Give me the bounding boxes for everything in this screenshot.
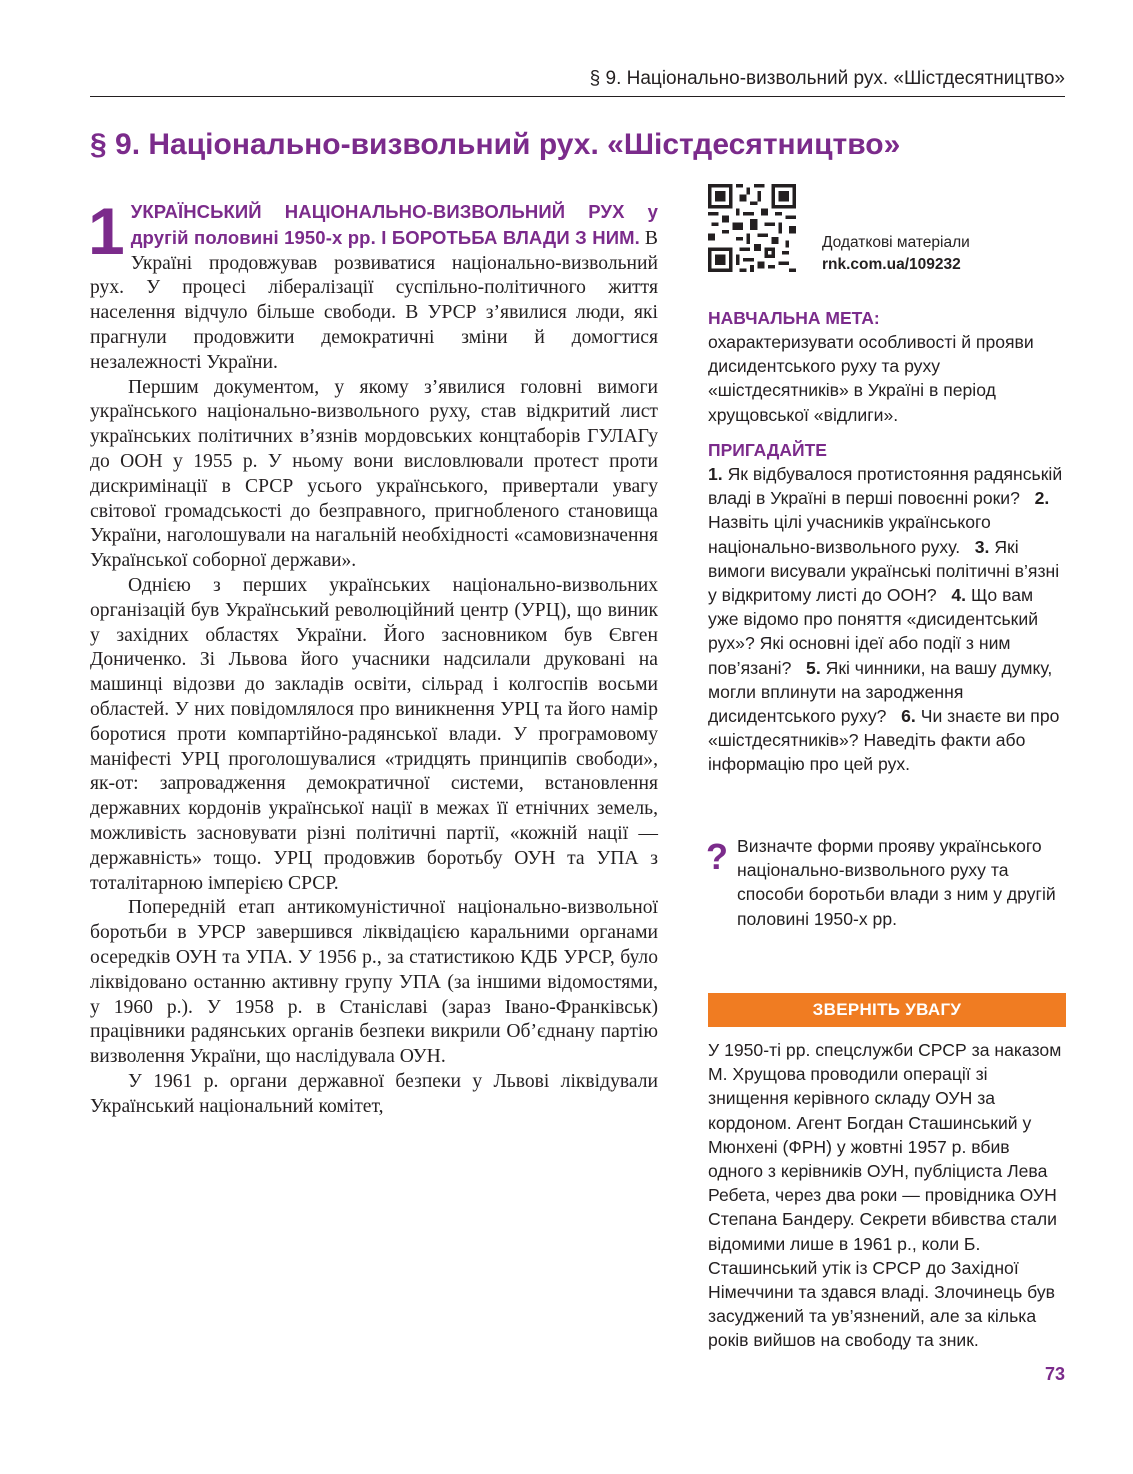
section-heading: УКРАЇНСЬКИЙ НАЦІОНАЛЬНО-ВИЗВОЛЬНИЙ РУХ у другій половині 1950-х рр. І БОРОТЬБА ВЛАДИ З НИМ. [130,201,658,248]
question-text: Які вимоги висували українські політичні в’язні у відкритому листі до ООН? [708,536,1060,606]
qr-code-icon[interactable] [708,184,796,272]
question-text: Чи знаєте ви про «шістдесятників»? Наведіть факти або інформацію про цей рух. [708,706,1060,775]
goal-text: охарактеризувати особливості й прояви дисидентського руху та руху «шістдесятників» в Україні в період хрущовської «відлиги». [708,332,1034,425]
page-number: 73 [1044,1364,1065,1384]
running-head: § 9. Національно-визвольний рух. «Шістдесятництво» [589,68,1065,89]
paragraph: Попередній етап антикомуністичної національно-визвольної боротьби в УРСР завершився ліквідацією каральними органами осередків ОУН та УПА. У 1956 р., за статистикою КДБ УРСР, було ліквідовано останню активну групу УПА (за іншими відомостями, у 1960 р.). У 1958 р. в Станіславі (зараз Івано-Франківськ) працівники радянських органів безпеки викрили Об’єднану партію визволення України, що наслідувала ОУН. [90,897,658,1068]
paragraph: У 1961 р. органи державної безпеки у Львові ліквідували Український національний комітет, [90,1070,658,1117]
question-number: 4. [951,585,967,606]
remind-questions [708,462,1066,777]
main-text-column [88,194,659,1119]
question-number: 2. [1034,488,1050,509]
question-number: 6. [901,706,916,727]
question-text: Які чинники, на вашу думку, могли вплинути на зародження дисидентського руху? [708,657,1053,727]
paragraph: Першим документом, у якому з’явилися головні вимоги українського національно-визвольного руху, став відкритий лист українських політичних в’язнів мордовських концтаборів ГУЛАГу до ООН у 1955 р. У ньому вони висловлювали протест проти дискримінації в СРСР усього українського, привертали увагу світової громадськості до безправного, пригнобленого становища України, наголошували на нагальній необхідності «самовизначення Української соборної держави». [90,376,658,572]
section-number: 1 [88,194,125,268]
attention-heading: ЗВЕРНІТЬ УВАГУ [708,993,1066,1027]
page-title: § 9. Національно-визвольний рух. «Шістдесятництво» [90,128,901,161]
goal-heading: НАВЧАЛЬНА МЕТА: [708,308,880,328]
remind-heading: ПРИГАДАЙТЕ [708,440,827,460]
question-text: Що вам уже відомо про поняття «дисидентський рух»? Які основні ідеї або події з ним пов’язані? [708,585,1039,678]
lead-text: В Україні продовжував розвиватися національно-визвольний рух. У процесі лібералізації суспільно-політичного життя населення відчуло більше свободи. В УРСР з’явилися люди, які прагнули продовжити демократичні зміни й домогтися незалежності України. [90,227,659,373]
question-text: Назвіть цілі учасників українського національно-визвольного руху. [708,512,991,557]
section-1-lead [88,194,659,376]
header-rule [90,96,1065,97]
qr-caption-label: Додаткові матеріали [822,234,970,251]
question-mark-icon: ? [706,836,728,877]
question-text: Як відбувалося протистояння радянській владі в Україні в перші повоєнні роки? [708,464,1063,509]
qr-url-link[interactable]: rnk.com.ua/109232 [822,256,961,273]
attention-text: У 1950-ті рр. спецслужби СРСР за наказом М. Хрущова проводили операції зі знищення керівного складу ОУН за кордоном. Агент Богдан Сташинський у Мюнхені (ФРН) у жовтні 1957 р. вбив одного з керівників ОУН, публіциста Лева Ребета, через два роки — провідника ОУН Степана Бандеру. Секрети вбивства стали відомими лише в 1961 р., коли Б. Сташинський утік із СРСР до Західної Німеччини та здався владі. Злочинець був засуджений та ув’язнений, але за кілька років вийшов на свободу та зник. [708,1040,1062,1351]
question-number: 1. [708,464,723,484]
paragraph: Однією з перших українських національно-визвольних організацій був Український революційний центр (УРЦ), що виник у західних областях України. Його засновником був Євген Дониченко. Зі Львова його учасники надсилали друковані на машинці відозви до закладів освіти, сільрад і колгоспів восьми областей. У них повідомлялося про виникнення УРЦ та його намір боротися проти компартійно-радянської влади. У програмовому маніфесті УРЦ проголошувалися «тридцять принципів свободи», як-от: запровадження демократичної системи, встановлення державних кордонів української нації в межах її етнічних земель, можливість засновувати різні політичні партії, «кожній нації — державність» тощо. УРЦ продовжив боротьбу ОУН та УПА з тоталітарною імперією СРСР. [90,574,658,894]
qr-caption [822,232,970,276]
task-text: Визначте форми прояву українського національно-визвольного руху та способи боротьби влади з ним у другій половині 1950-х рр. [737,836,1056,929]
question-number: 5. [806,657,821,678]
question-number: 3. [974,536,990,557]
